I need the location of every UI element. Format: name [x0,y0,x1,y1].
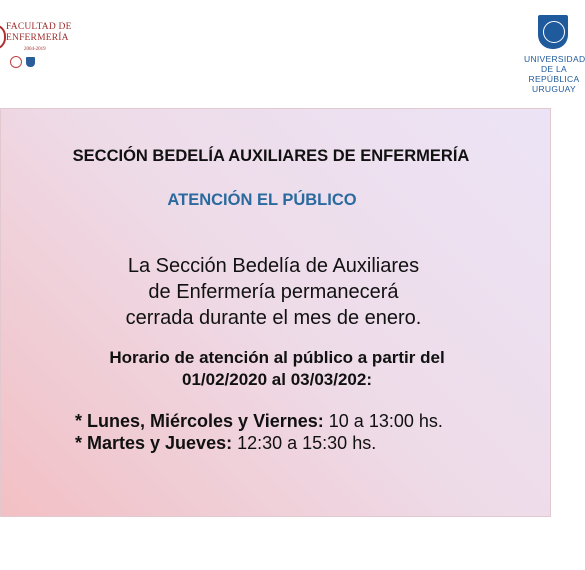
faculty-sub-logos [10,56,35,68]
university-shield-icon [538,15,568,49]
university-name-line2: DE LA REPÚBLICA [528,64,580,84]
university-name-line1: UNIVERSIDAD [524,54,585,64]
notice-subtitle: ATENCIÓN EL PÚBLICO [167,191,357,209]
notice-body-line1: La Sección Bedelía de Auxiliares [127,255,420,277]
notice-card [0,108,551,517]
notice-body-line3: cerrada durante el mes de enero. [125,307,422,329]
university-name-line3: URUGUAY [532,84,576,94]
schedule-list [75,410,443,454]
faculty-name-line2: ENFERMERÍA [6,33,69,43]
notice-body [1,253,546,331]
notice-body-line2: de Enfermería permanecerá [148,281,399,303]
hours-heading [1,347,553,391]
schedule-days: * Martes y Jueves: [75,433,233,453]
schedule-time: 12:30 a 15:30 hs. [232,433,377,453]
schedule-row [75,432,443,454]
university-logo [520,15,585,94]
faculty-logo [0,20,80,75]
seal-icon [10,56,22,68]
schedule-time: 10 a 13:00 hs. [323,411,443,431]
schedule-days: * Lunes, Miércoles y Viernes: [75,411,324,431]
university-name [524,54,584,94]
faculty-years: 2004-2019 [24,47,46,52]
faculty-name [6,22,72,44]
udelar-shield-icon [26,57,35,67]
hours-heading-line1: Horario de atención al público a partir del [109,348,445,367]
faculty-name-line1: FACULTAD DE [6,22,72,32]
university-emblem-icon [543,21,565,43]
schedule-row [75,410,443,432]
notice-title: SECCIÓN BEDELÍA AUXILIARES DE ENFERMERÍA [72,147,470,165]
hours-heading-line2: 01/02/2020 al 03/03/202: [182,370,372,389]
